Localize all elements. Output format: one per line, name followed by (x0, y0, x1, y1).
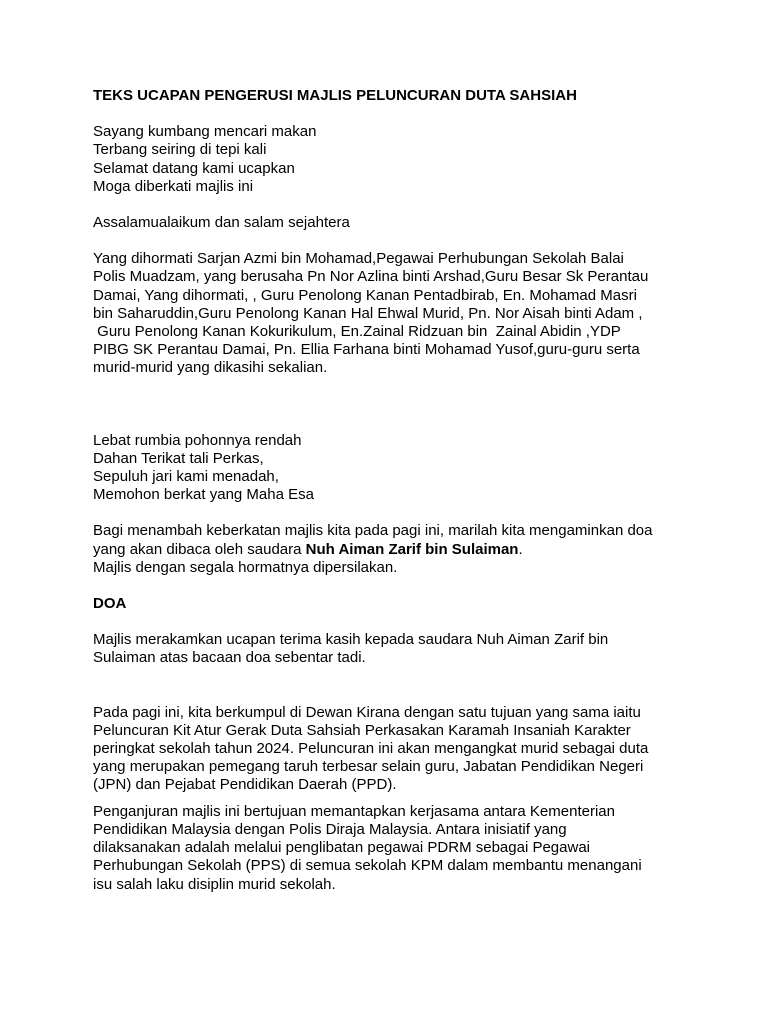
pantun-opening (93, 123, 683, 196)
pantun-line: Sayang kumbang mencari makan (93, 123, 317, 141)
pantun-line: Selamat datang kami ucapkan (93, 159, 295, 177)
paragraph-line: Bagi menambah keberkatan majlis kita pada pagi ini, marilah kita mengaminkan doa (93, 522, 653, 540)
paragraph-line: Pendidikan Malaysia dengan Polis Diraja Malaysia. Antara inisiatif yang (93, 820, 567, 838)
paragraph-line: murid-murid yang dikasihi sekalian. (93, 359, 328, 377)
paragraph-line: Sulaiman atas bacaan doa sebentar tadi. (93, 649, 366, 667)
paragraph-line: Guru Penolong Kanan Kokurikulum, En.Zainal Ridzuan bin Zainal Abidin ,YDP (93, 323, 621, 341)
pantun-second (93, 432, 683, 505)
paragraph-line: PIBG SK Perantau Damai, Pn. Ellia Farhana binti Mohamad Yusof,guru-guru serta (93, 341, 640, 359)
pantun-line: Terbang seiring di tepi kali (93, 141, 267, 159)
pantun-line: Lebat rumbia pohonnya rendah (93, 431, 302, 449)
reader-name: Nuh Aiman Zarif bin Sulaiman (305, 540, 519, 558)
doa-invitation (93, 522, 683, 577)
pantun-line: Sepuluh jari kami menadah, (93, 468, 279, 486)
pantun-line: Dahan Terikat tali Perkas, (93, 449, 264, 467)
paragraph-line: Majlis merakamkan ucapan terima kasih kepada saudara Nuh Aiman Zarif bin (93, 631, 609, 649)
paragraph-line: isu salah laku disiplin murid sekolah. (93, 875, 336, 893)
invitation-text: yang akan dibaca oleh saudara (93, 540, 306, 558)
paragraph-line: peringkat sekolah tahun 2024. Peluncuran ini akan mengangkat murid sebagai duta (93, 740, 649, 758)
paragraph-line: Yang dihormati Sarjan Azmi bin Mohamad,Pegawai Perhubungan Sekolah Balai (93, 250, 624, 268)
salutation-paragraph (93, 250, 683, 377)
document-body (93, 87, 683, 894)
thanks-paragraph (93, 631, 683, 667)
paragraph-line: Pada pagi ini, kita berkumpul di Dewan Kirana dengan satu tujuan yang sama iaitu (93, 703, 641, 721)
paragraph-line: yang merupakan pemegang taruh terbesar selain guru, Jabatan Pendidikan Negeri (93, 758, 644, 776)
greeting: Assalamualaikum dan salam sejahtera (93, 214, 350, 232)
paragraph-line: Majlis dengan segala hormatnya dipersilakan. (93, 558, 398, 576)
paragraph-line: dilaksanakan adalah melalui penglibatan pegawai PDRM sebagai Pegawai (93, 839, 590, 857)
paragraph-line: bin Saharuddin,Guru Penolong Kanan Hal Ehwal Murid, Pn. Nor Aisah binti Adam , (93, 304, 643, 322)
purpose-paragraph (93, 704, 683, 795)
pantun-line: Memohon berkat yang Maha Esa (93, 486, 314, 504)
document-title: TEKS UCAPAN PENGERUSI MAJLIS PELUNCURAN DUTA SAHSIAH (93, 87, 577, 104)
paragraph-line: Penganjuran majlis ini bertujuan memantapkan kerjasama antara Kementerian (93, 802, 615, 820)
paragraph-line: (JPN) dan Pejabat Pendidikan Daerah (PPD). (93, 776, 397, 794)
punctuation: . (518, 540, 523, 558)
paragraph-line: Polis Muadzam, yang berusaha Pn Nor Azlina binti Arshad,Guru Besar Sk Perantau (93, 268, 649, 286)
objective-paragraph (93, 803, 683, 894)
paragraph-line: Damai, Yang dihormati, , Guru Penolong Kanan Pentadbirab, En. Mohamad Masri (93, 286, 637, 304)
pantun-line: Moga diberkati majlis ini (93, 177, 254, 195)
doa-heading: DOA (93, 595, 127, 613)
paragraph-line: Peluncuran Kit Atur Gerak Duta Sahsiah Perkasakan Karamah Insaniah Karakter (93, 721, 631, 739)
paragraph-line: Perhubungan Sekolah (PPS) di semua sekolah KPM dalam membantu menangani (93, 857, 642, 875)
paragraph-line (93, 541, 683, 559)
